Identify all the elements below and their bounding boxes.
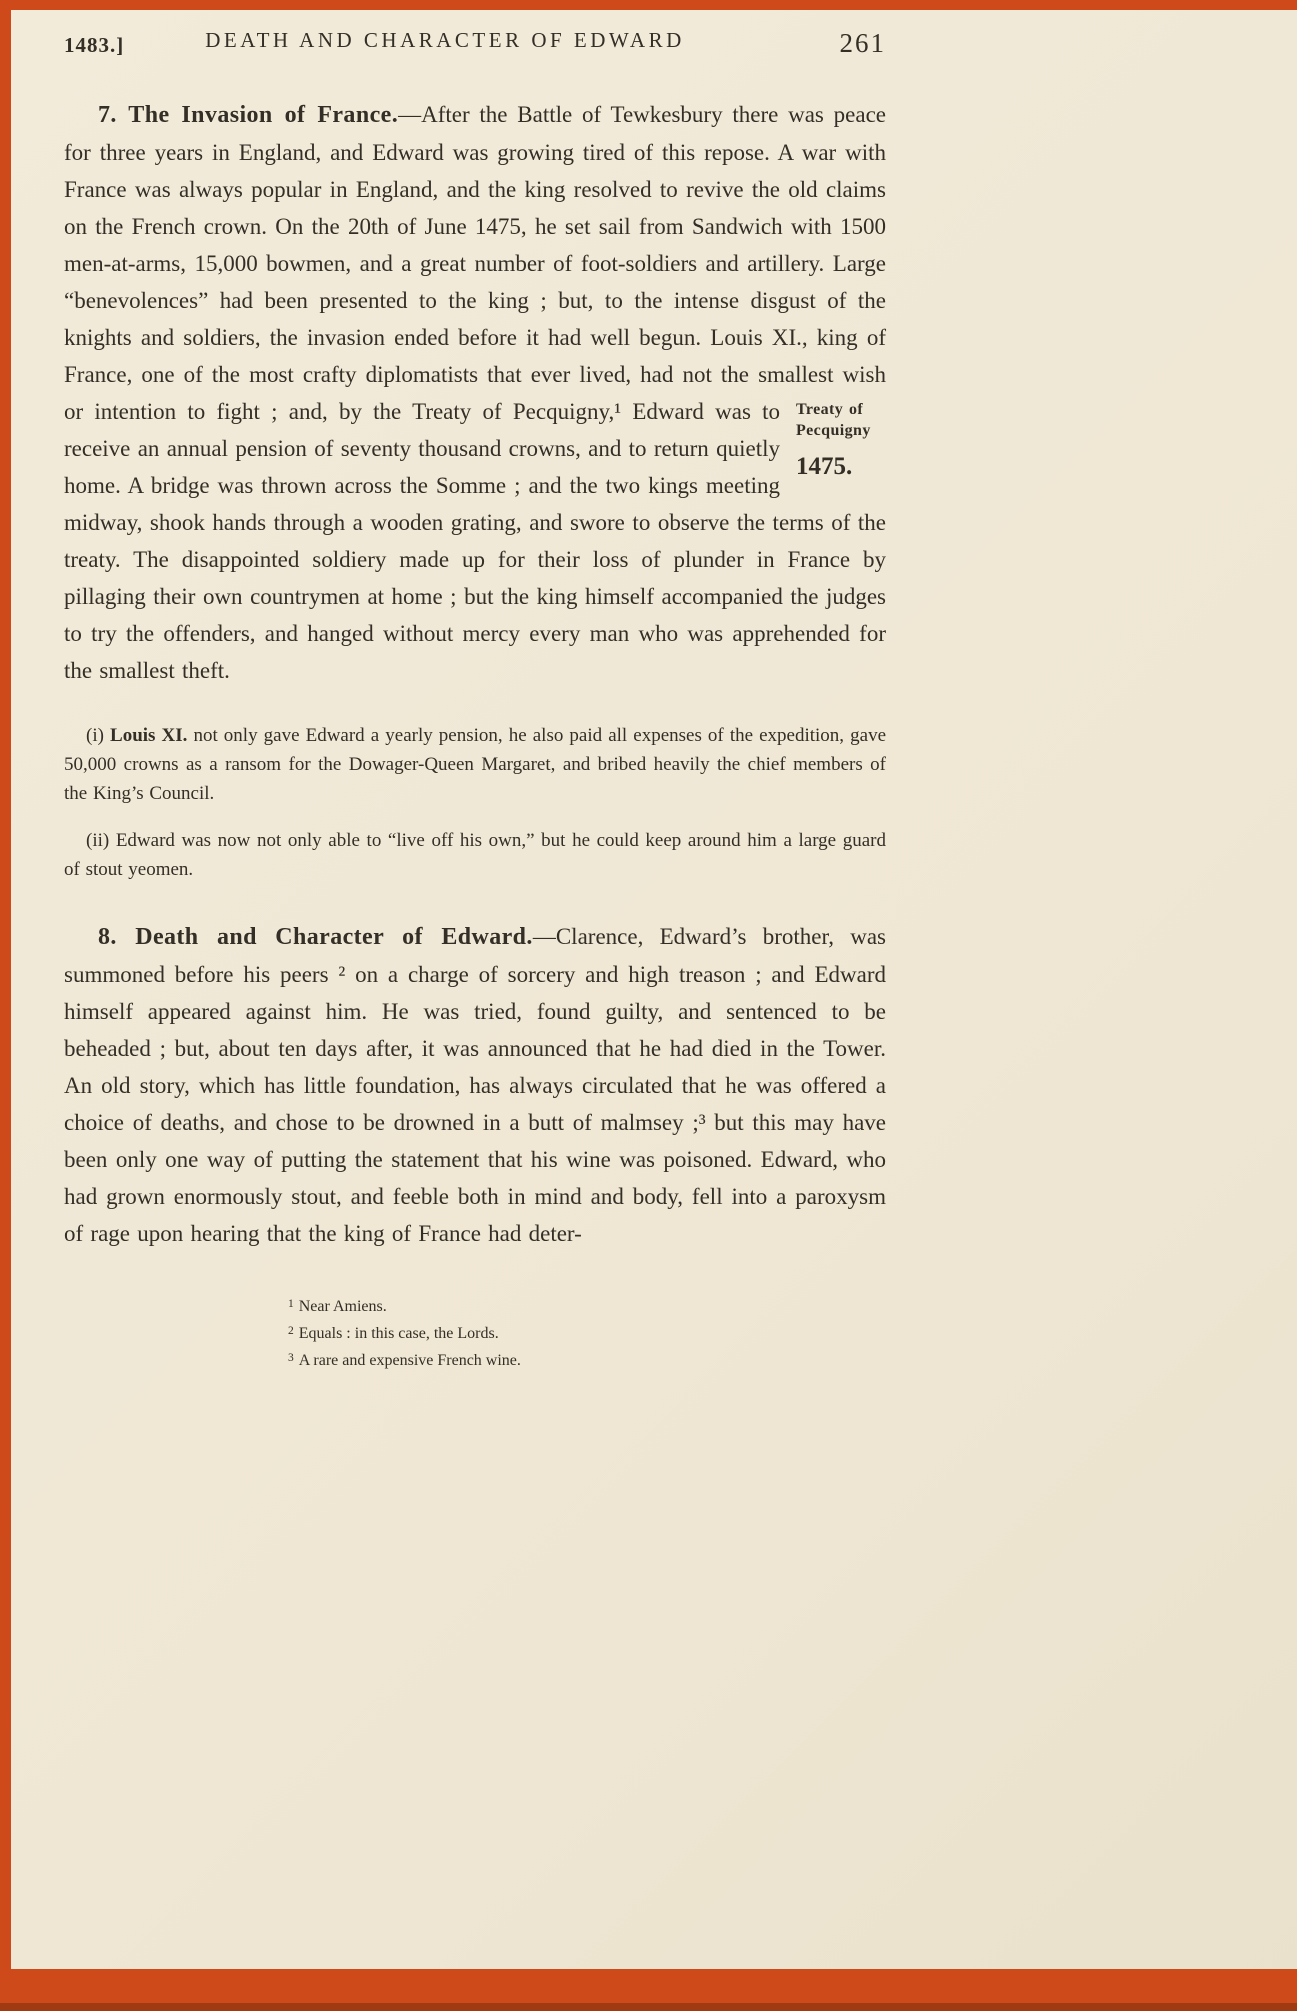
section8-heading: 8. Death and Character of Edward. xyxy=(98,924,533,950)
footnote-1-number: 1 xyxy=(288,1298,294,1310)
paragraph-invasion-of-france xyxy=(64,96,886,689)
footnote-3 xyxy=(288,1346,886,1373)
note-ii-text: Edward was now not only able to “live off his own,” but he could keep around him a large guard of stout yeomen. xyxy=(64,830,886,880)
section7-body-after-note: Pecquigny,¹ Edward was to receive an annual pension of seventy thousand crowns, and to return quietly home. A bridge was thrown across the Somme ; and the two kings meeting midway, shook hands through a wooden grating, and swore to observe the terms of the treaty. The disappointed soldiery made up for their loss of plunder in France by pillaging their own countrymen at home ; but the king himself accompanied the judges to try the offenders, and hanged without mercy every man who was apprehended for the smallest theft. xyxy=(64,399,886,683)
footnote-1-text: Near Amiens. xyxy=(298,1298,387,1315)
running-title: DEATH AND CHARACTER OF EDWARD xyxy=(205,28,685,52)
margin-note-treaty-of-pecquigny xyxy=(796,393,900,481)
header-date: 1483.] xyxy=(64,33,125,57)
footnote-3-number: 3 xyxy=(288,1352,294,1364)
binding-stripe-left xyxy=(0,0,11,2011)
note-i-text: not only gave Edward a yearly pension, he also paid all expenses of the expedition, gave 50,000 crowns as a ransom for the Dowager-Queen Margaret, and bribed heavily the chief members of the King’s Council. xyxy=(64,725,887,804)
note-ii-prefix: (ii) xyxy=(86,830,116,851)
binding-stripe-top xyxy=(0,0,1297,10)
page-header xyxy=(64,28,886,70)
footnote-2-number: 2 xyxy=(288,1325,294,1337)
page-content xyxy=(64,28,886,1373)
section7-body-before-note: —After the Battle of Tewkesbury there was peace for three years in England, and Edward was growing tired of this repose. A war with France was always popular in England, and the king resolved to revive the old claims on the French crown. On the 20th of June 1475, he set sail from Sandwich with 1500 men-at-arms, 15,000 bowmen, and a great number of foot-soldiers and artillery. Large “benevolences” had been presented to the king ; but, to the intense disgust of the knights and soldiers, the invasion ended before it had well begun. Louis XI., king of France, one of the most crafty diplomatists that ever lived, had not the smallest wish or intention to fight ; and, by the Treaty of xyxy=(64,102,886,424)
section8-body: —Clarence, Edward’s brother, was summoned before his peers ² on a charge of sorcery and high treason ; and Edward himself appeared against him. He was tried, found guilty, and sentenced to be beheaded ; but, about ten days after, it was announced that he had died in the Tower. An old story, which has little foundation, has always circulated that he was offered a choice of deaths, and chose to be drowned in a butt of malmsey ;³ but this may have been only one way of putting the statement that his wine was poisoned. Edward, who had grown enormously stout, and feeble both in mind and body, fell into a paroxysm of rage upon hearing that the king of France had deter- xyxy=(64,924,887,1246)
footnote-2 xyxy=(288,1319,886,1346)
note-i-prefix: (i) xyxy=(86,725,111,746)
note-i xyxy=(64,721,886,808)
footnotes xyxy=(288,1292,886,1373)
footnote-2-text: Equals : in this case, the Lords. xyxy=(298,1325,499,1342)
footnote-3-text: A rare and expensive French wine. xyxy=(298,1352,521,1369)
margin-note-line2: Pecquigny xyxy=(796,422,871,439)
binding-stripe-bottom xyxy=(0,1969,1297,2011)
note-ii xyxy=(64,826,886,884)
section7-heading: 7. The Invasion of France. xyxy=(98,102,399,128)
footnote-1 xyxy=(288,1292,886,1319)
note-i-bold: Louis XI. xyxy=(110,725,188,746)
margin-note-line1: Treaty of xyxy=(796,401,864,418)
margin-note-year: 1475. xyxy=(796,453,853,480)
paragraph-death-and-character xyxy=(64,918,886,1252)
page-number: 261 xyxy=(839,28,886,58)
